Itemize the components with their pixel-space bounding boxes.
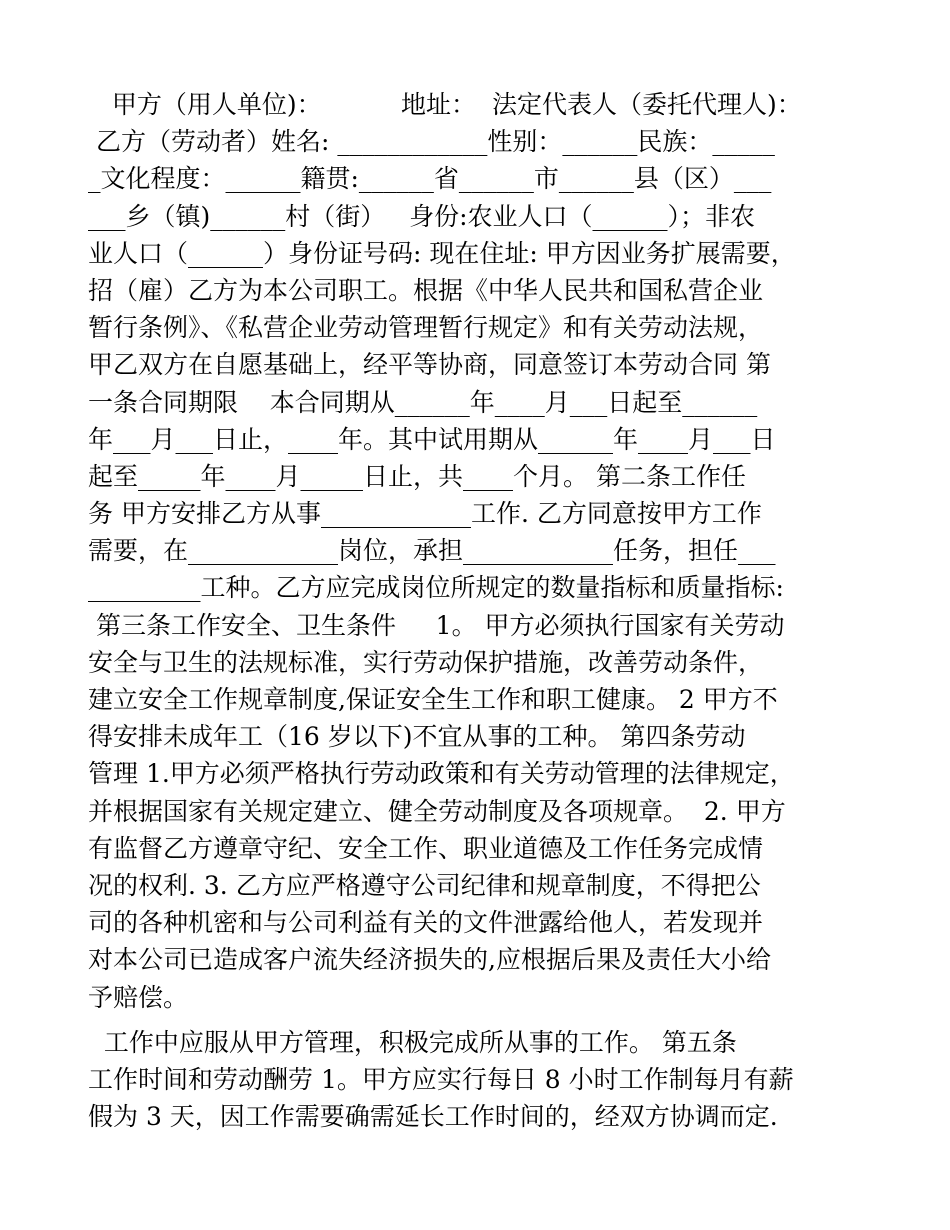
- text-line: 予赔偿。: [88, 982, 189, 1012]
- text-line: 甲乙双方在自愿基础上，经平等协商，同意签订本劳动合同 第: [88, 350, 771, 380]
- text-line: 司的各种机密和与公司利益有关的文件泄露给他人，若发现并: [88, 908, 764, 938]
- text-line: 假为 3 天，因工作需要确需延长工作时间的，经双方协调而定.: [88, 1102, 778, 1132]
- text-line: 得安排未成年工（16 岁以下)不宜从事的工种。 第四条劳动: [88, 722, 746, 752]
- text-line: 况的权利. 3. 乙方应严格遵守公司纪律和规章制度，不得把公: [88, 870, 761, 900]
- text-line: 有监督乙方遵章守纪、安全工作、职业道德及工作任务完成情: [88, 833, 764, 863]
- text-line: 暂行条例》、《私营企业劳动管理暂行规定》和有关劳动法规，: [88, 313, 764, 343]
- text-line: 需要，在____________岗位，承担____________任务，担任___: [88, 536, 776, 566]
- text-line: 甲方（用人单位)： 地址： 法定代表人（委托代理人)：: [88, 90, 802, 119]
- text-line: 第三条工作安全、卫生条件 1。 甲方必须执行国家有关劳动: [88, 610, 785, 640]
- text-line: _文化程度：______籍贯:______省______市______县（区）___: [88, 164, 772, 194]
- text-line: _________工种。乙方应完成岗位所规定的数量指标和质量指标:: [88, 573, 784, 603]
- text-line: 安全与卫生的法规标准，实行劳动保护措施，改善劳动条件，: [88, 647, 764, 677]
- text-line: ___乡（镇)______村（街） 身份:农业人口（______）；非农: [88, 201, 756, 231]
- text-line: 并根据国家有关规定建立、健全劳动制度及各项规章。 2. 甲方: [88, 796, 786, 826]
- text-line: 工作中应服从甲方管理，积极完成所从事的工作。 第五条: [88, 1028, 737, 1057]
- text-line: 务 甲方安排乙方从事____________工作. 乙方同意按甲方工作: [88, 499, 762, 529]
- text-line: 乙方（劳动者）姓名: ____________性别：______民族：_____: [88, 127, 775, 157]
- text-line: 业人口（______）身份证号码: 现在住址: 甲方因业务扩展需要，: [88, 238, 796, 268]
- contract-paragraph-1: [88, 86, 862, 1016]
- text-line: 起至_____年____月_____日止，共____个月。 第二条工作任: [88, 461, 746, 491]
- text-line: 建立安全工作规章制度,保证安全生工作和职工健康。 2 甲方不: [88, 685, 778, 714]
- text-line: 对本公司已造成客户流失经济损失的,应根据后果及责任大小给: [88, 945, 771, 975]
- text-line: 工作时间和劳动酬劳 1。甲方应实行每日 8 小时工作制每月有薪: [88, 1065, 794, 1095]
- text-line: 一条合同期限 本合同期从______年____月___日起至______: [88, 387, 758, 417]
- text-line: 招（雇）乙方为本公司职工。根据《中华人民共和国私营企业: [88, 275, 764, 305]
- contract-paragraph-2: [88, 1024, 862, 1136]
- text-line: 管理 1.甲方必须严格执行劳动政策和有关劳动管理的法律规定，: [88, 759, 795, 789]
- text-line: 年___月___日止，____年。其中试用期从______年____月___日: [88, 424, 776, 454]
